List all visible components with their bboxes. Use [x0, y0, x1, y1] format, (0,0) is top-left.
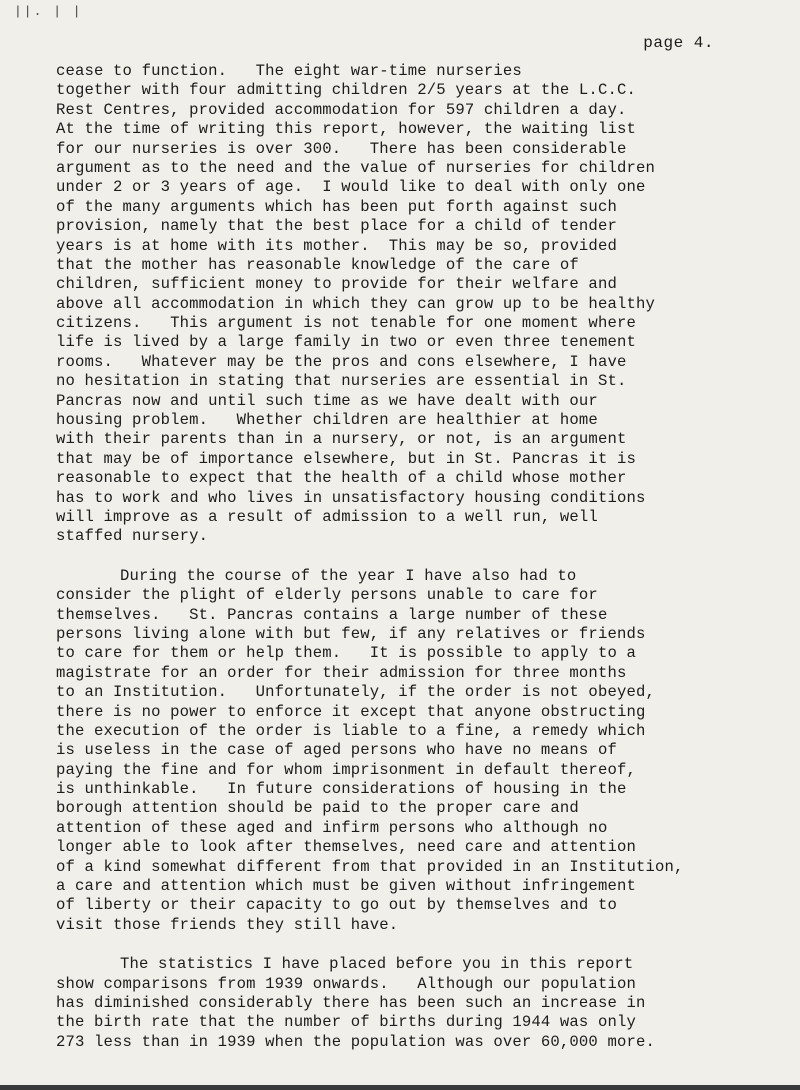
text-line: consider the plight of elderly persons unable to care for [56, 586, 598, 605]
text-line: 273 less than in 1939 when the population was over 60,000 more. [56, 1032, 655, 1051]
text-line: the birth rate that the number of births during 1944 was only [56, 1013, 636, 1032]
page-number: page 4. [643, 34, 714, 52]
text-line: to care for them or help them. It is possible to apply to a [56, 644, 636, 663]
text-line: staffed nursery. [56, 527, 209, 546]
text-line: under 2 or 3 years of age. I would like to deal with only one [56, 178, 646, 197]
text-line: Rest Centres, provided accommodation for 597 children a day. [56, 100, 627, 119]
text-line: rooms. Whatever may be the pros and cons elsewhere, I have [56, 352, 627, 371]
text-line: magistrate for an order for their admission for three months [56, 663, 627, 682]
text-line: argument as to the need and the value of nurseries for children [56, 158, 655, 177]
scan-marks: ||. | | [14, 4, 83, 19]
text-line: that may be of importance elsewhere, but in St. Pancras it is [56, 449, 636, 468]
text-line: with their parents than in a nursery, or not, is an argument [56, 430, 627, 449]
text-line: the execution of the order is liable to a fine, a remedy which [56, 721, 646, 740]
paragraph-nurseries [56, 62, 796, 547]
text-line: there is no power to enforce it except that anyone obstructing [56, 702, 646, 721]
text-line: is useless in the case of aged persons who have no means of [56, 741, 617, 760]
paragraph-elderly-persons [56, 567, 796, 935]
text-line: longer able to look after themselves, need care and attention [56, 838, 636, 857]
text-line: of liberty or their capacity to go out by themselves and to [56, 896, 617, 915]
text-line: above all accommodation in which they can grow up to be healthy [56, 294, 655, 313]
text-line: life is lived by a large family in two or even three tenement [56, 333, 636, 352]
text-line: children, sufficient money to provide for their welfare and [56, 275, 617, 294]
text-line: is unthinkable. In future considerations of housing in the [56, 780, 627, 799]
text-line: of a kind somewhat different from that provided in an Institution, [56, 857, 684, 876]
paragraph-gap [56, 547, 796, 567]
text-line: show comparisons from 1939 onwards. Although our population [56, 974, 636, 993]
paragraph-statistics [56, 955, 796, 1052]
text-line: citizens. This argument is not tenable for one moment where [56, 314, 636, 333]
text-line: housing problem. Whether children are healthier at home [56, 411, 598, 430]
text-line: together with four admitting children 2/5 years at the L.C.C. [56, 81, 636, 100]
text-line: will improve as a result of admission to a well run, well [56, 507, 598, 526]
text-line: reasonable to expect that the health of a child whose mother [56, 469, 627, 488]
text-line: At the time of writing this report, however, the waiting list [56, 120, 636, 139]
text-line: paying the fine and for whom imprisonment in default thereof, [56, 760, 636, 779]
text-line: years is at home with its mother. This may be so, provided [56, 236, 617, 255]
scan-bottom-edge [0, 1085, 800, 1090]
text-line: themselves. St. Pancras contains a large number of these [56, 605, 608, 624]
text-line: for our nurseries is over 300. There has been considerable [56, 139, 627, 158]
text-line: has diminished considerably there has been such an increase in [56, 993, 646, 1012]
text-line: a care and attention which must be given without infringement [56, 877, 636, 896]
body-text [56, 62, 796, 1052]
text-line: of the many arguments which has been put forth against such [56, 197, 617, 216]
text-line: has to work and who lives in unsatisfactory housing conditions [56, 488, 646, 507]
text-line: visit those friends they still have. [56, 915, 399, 934]
text-line: to an Institution. Unfortunately, if the order is not obeyed, [56, 683, 655, 702]
text-line: no hesitation in stating that nurseries are essential in St. [56, 372, 627, 391]
text-line: that the mother has reasonable knowledge of the care of [56, 255, 579, 274]
text-line: borough attention should be paid to the proper care and [56, 799, 579, 818]
text-line: During the course of the year I have also had to [120, 566, 577, 585]
text-line: provision, namely that the best place for a child of tender [56, 217, 617, 236]
text-line: Pancras now and until such time as we have dealt with our [56, 391, 598, 410]
text-line: cease to function. The eight war-time nurseries [56, 62, 522, 80]
text-line: attention of these aged and infirm persons who although no [56, 818, 608, 837]
paragraph-gap [56, 935, 796, 955]
text-line: The statistics I have placed before you in this report [120, 955, 634, 974]
text-line: persons living alone with but few, if any relatives or friends [56, 624, 646, 643]
